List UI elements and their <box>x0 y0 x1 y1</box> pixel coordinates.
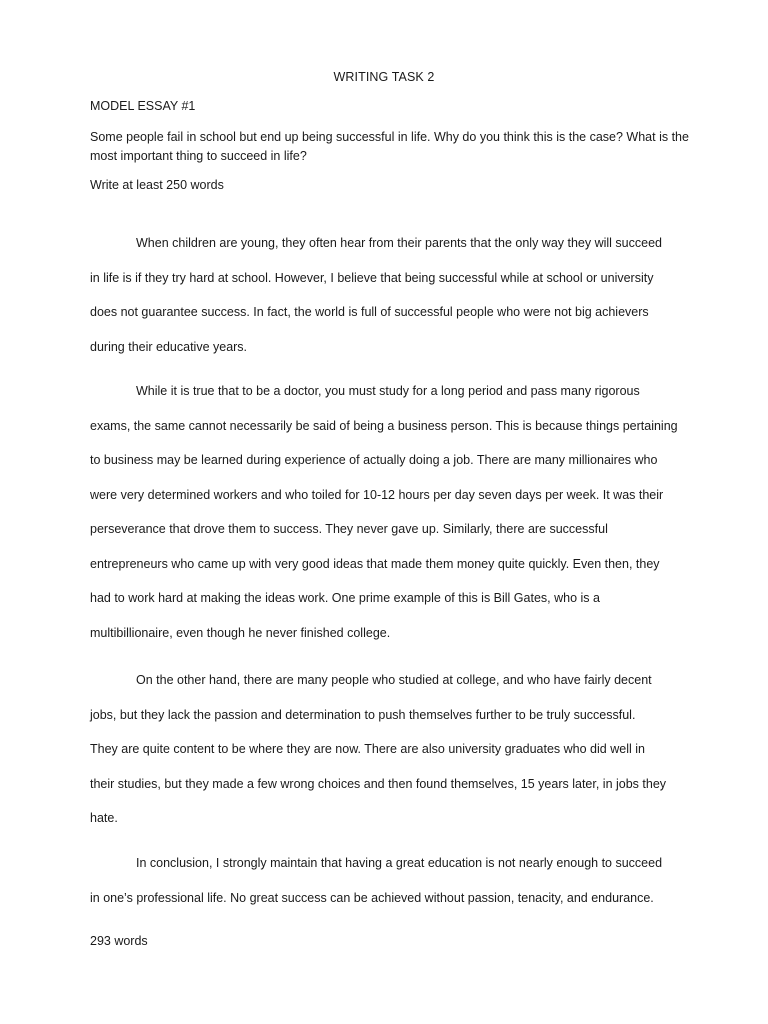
essay-paragraph-2: While it is true that to be a doctor, you must study for a long period and pass many rigorous exams, the same cannot necessarily be said of being a business person. This is because things pertaining to business may be learned during experience of actually doing a job. There are many millionaires who were very determined workers and who toiled for 10-12 hours per day seven days per week. It was their perseverance that drove them to success. They never gave up. Similarly, there are successful entrepreneurs who came up with very good ideas that made them money quite quickly. Even then, they had to work hard at making the ideas work. One prime example of this is Bill Gates, who is a multibillionaire, even though he never finished college. <box>90 384 678 640</box>
essay-paragraph-1: When children are young, they often hear from their parents that the only way they will succeed in life is if they try hard at school. However, I believe that being successful while at school or university does not guarantee success. In fact, the world is full of successful people who were not big achievers during their educative years. <box>90 236 662 354</box>
essay-label: MODEL ESSAY #1 <box>90 99 196 113</box>
essay-paragraph-4: In conclusion, I strongly maintain that having a great education is not nearly enough to succeed in one’s professional life. No great success can be achieved without passion, tenacity, and endurance. <box>90 856 663 905</box>
prompt-instruction: Write at least 250 words <box>90 178 224 192</box>
prompt-question: Some people fail in school but end up being successful in life. Why do you think this is the case? What is the most important thing to succeed in life? <box>90 130 689 163</box>
task-title: WRITING TASK 2 <box>333 70 435 84</box>
word-count: 293 words <box>90 934 148 948</box>
essay-prompt <box>90 128 690 166</box>
essay-paragraph-3: On the other hand, there are many people who studied at college, and who have fairly decent jobs, but they lack the passion and determination to push themselves further to be truly successful. They are quite content to be where they are now. There are also university graduates who did well in their studies, but they made a few wrong choices and then found themselves, 15 years later, in jobs they hate. <box>90 673 667 825</box>
